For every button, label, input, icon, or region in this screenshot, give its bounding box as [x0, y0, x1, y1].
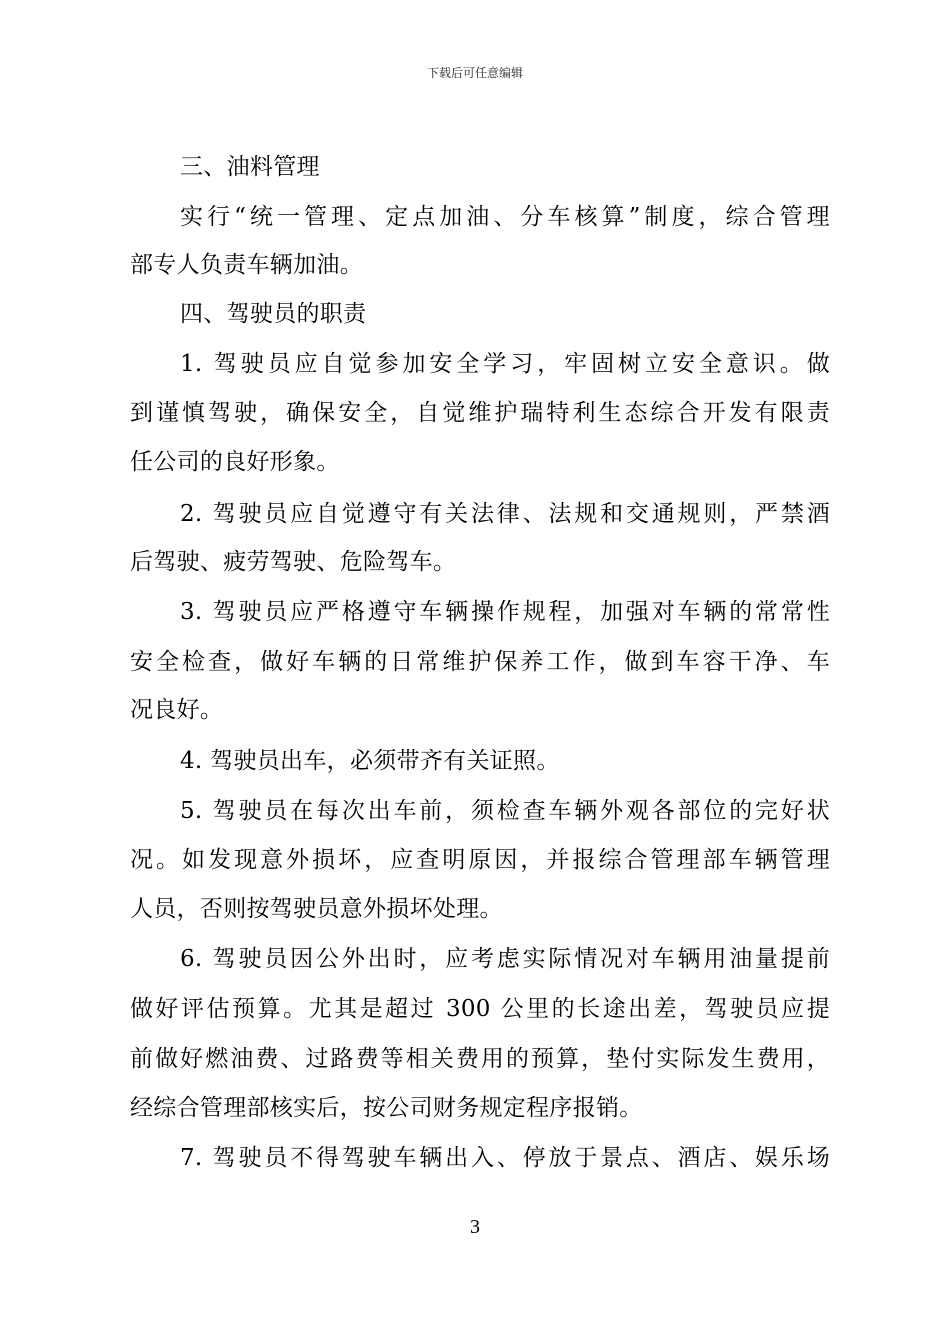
item-3-line-3: 况良好。	[130, 697, 224, 723]
item-2-line-2: 后驾驶、疲劳驾驶、危险驾车。	[130, 549, 457, 575]
item-1-line-2: 到谨慎驾驶，确保安全，自觉维护瑞特利生态综合开发有限责	[130, 400, 830, 426]
oil-paragraph-line-1: 实行“统一管理、定点加油、分车核算”制度，综合管理	[180, 204, 830, 230]
item-7-line-1: 7. 驾驶员不得驾驶车辆出入、停放于景点、酒店、娱乐场	[180, 1145, 830, 1171]
item-1-line-3: 任公司的良好形象。	[130, 449, 340, 475]
item-3-line-2: 安全检查，做好车辆的日常维护保养工作，做到车容干净、车	[130, 649, 830, 675]
item-2-line-1: 2. 驾驶员应自觉遵守有关法律、法规和交通规则，严禁酒	[180, 501, 830, 527]
section-heading-driver: 四、驾驶员的职责	[180, 301, 367, 327]
item-5-line-3: 人员，否则按驾驶员意外损坏处理。	[130, 896, 503, 922]
oil-paragraph-line-2: 部专人负责车辆加油。	[130, 252, 363, 278]
item-4-line-1: 4. 驾驶员出车，必须带齐有关证照。	[180, 748, 560, 774]
item-5-line-2: 况。如发现意外损坏，应查明原因，并报综合管理部车辆管理	[130, 847, 830, 873]
section-heading-oil: 三、油料管理	[180, 154, 320, 180]
item-6-line-2: 做好评估预算。尤其是超过 300 公里的长途出差，驾驶员应提	[130, 996, 830, 1022]
item-6-line-1: 6. 驾驶员因公外出时，应考虑实际情况对车辆用油量提前	[180, 946, 830, 972]
item-3-line-1: 3. 驾驶员应严格遵守车辆操作规程，加强对车辆的常常性	[180, 599, 830, 625]
page-header-note: 下载后可任意编辑	[426, 66, 523, 80]
item-5-line-1: 5. 驾驶员在每次出车前，须检查车辆外观各部位的完好状	[180, 798, 830, 824]
page-number: 3	[470, 1216, 480, 1238]
item-1-line-1: 1. 驾驶员应自觉参加安全学习，牢固树立安全意识。做	[180, 351, 830, 377]
item-6-line-4: 经综合管理部核实后，按公司财务规定程序报销。	[130, 1095, 643, 1121]
item-6-line-3: 前做好燃油费、过路费等相关费用的预算，垫付实际发生费用，	[130, 1046, 830, 1072]
